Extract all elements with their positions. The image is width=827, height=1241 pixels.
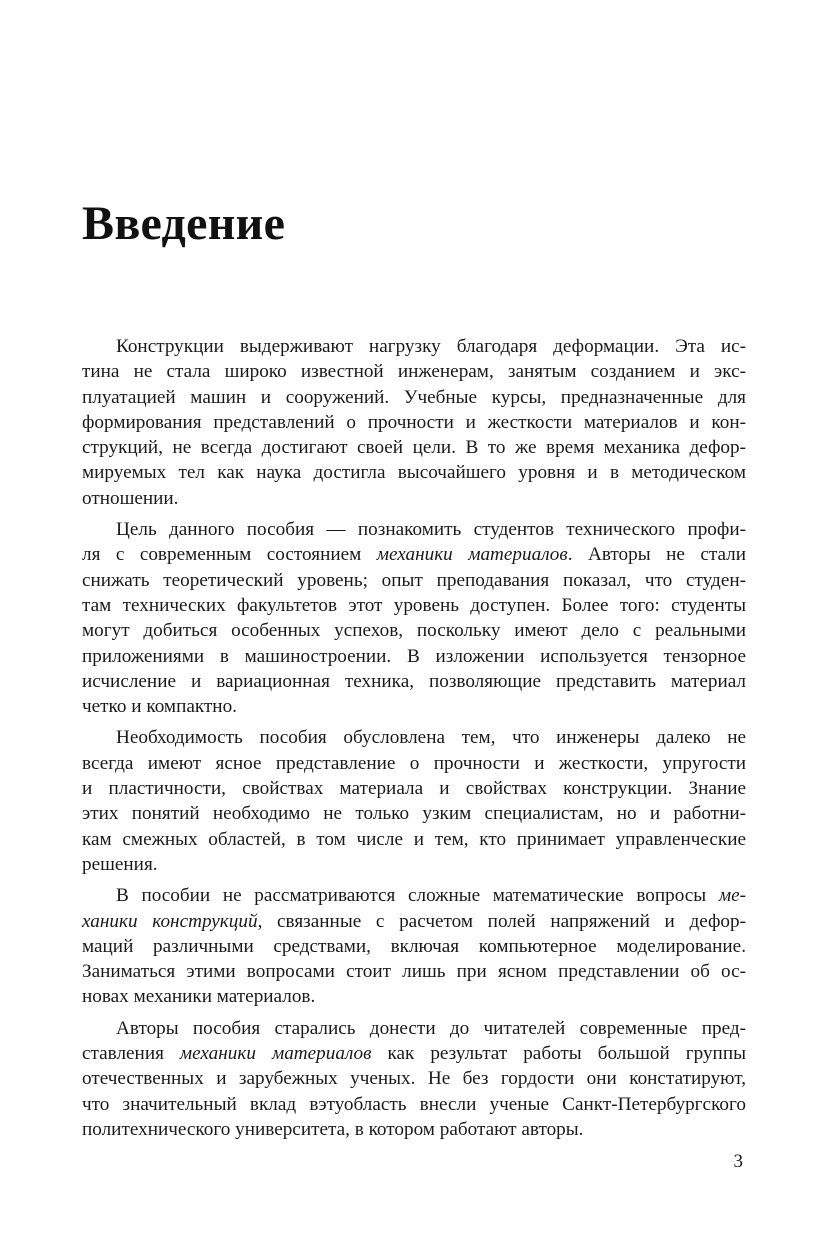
paragraph <box>82 1016 746 1142</box>
text-line <box>82 669 746 694</box>
italic-term: механики материалов <box>376 544 568 566</box>
text-line <box>82 1041 746 1066</box>
text-segment: что значительный вклад вэтуобласть внесли ученые Санкт-Петербургского <box>82 1093 746 1115</box>
text-line <box>82 568 746 593</box>
text-segment: Заниматься этими вопросами стоит лишь при ясном представлении об ос- <box>82 961 746 983</box>
text-line <box>82 852 746 877</box>
text-segment: маций различными средствами, включая компьютерное моделирование. <box>82 935 746 957</box>
italic-term: ханики конструкций <box>82 910 258 932</box>
text-segment: исчисление и вариационная техника, позволяющие представить материал <box>82 670 746 692</box>
text-line <box>82 517 746 542</box>
text-line <box>82 827 746 852</box>
paragraph <box>82 883 746 1009</box>
text-segment: приложениями в машиностроении. В изложении используется тензорное <box>82 645 746 667</box>
text-segment: политехнического университета, в котором работают авторы. <box>82 1118 584 1140</box>
text-segment: новах механики материалов. <box>82 986 316 1008</box>
text-segment: решения. <box>82 853 158 875</box>
text-line <box>82 1016 746 1041</box>
chapter-title: Введение <box>82 197 286 250</box>
text-line <box>82 460 746 485</box>
text-line <box>82 359 746 384</box>
text-segment: как результат работы большой группы <box>371 1043 746 1065</box>
text-segment: там технических факультетов этот уровень доступен. Более того: студенты <box>82 594 746 616</box>
text-line <box>82 385 746 410</box>
italic-term: ме- <box>718 885 746 907</box>
paragraph <box>82 334 746 511</box>
page-number: 3 <box>733 1151 743 1172</box>
text-segment: . Авторы не стали <box>567 544 746 566</box>
text-line <box>82 1066 746 1091</box>
text-segment: , связанные с расчетом полей напряжений и дефор- <box>257 910 746 932</box>
text-line <box>82 593 746 618</box>
text-line <box>82 984 746 1009</box>
body-text <box>82 334 746 1142</box>
text-segment: отношении. <box>82 487 179 509</box>
text-line <box>82 542 746 567</box>
text-line <box>82 694 746 719</box>
italic-term: механики материалов <box>179 1043 372 1065</box>
text-segment: формирования представлений о прочности и жесткости материалов и кон- <box>82 411 746 433</box>
paragraph <box>82 517 746 719</box>
paragraph <box>82 725 746 877</box>
text-segment: четко и компактно. <box>82 696 237 718</box>
text-line <box>82 435 746 460</box>
text-line <box>82 1117 746 1142</box>
text-segment: отечественных и зарубежных ученых. Не без гордости они констатируют, <box>82 1068 746 1090</box>
text-line <box>82 959 746 984</box>
text-line <box>82 776 746 801</box>
text-line <box>82 334 746 359</box>
text-line <box>82 618 746 643</box>
text-segment: кам смежных областей, в том числе и тем, кто принимает управленческие <box>82 828 746 850</box>
text-segment: Необходимость пособия обусловлена тем, что инженеры далеко не <box>116 727 746 749</box>
text-segment: тина не стала широко известной инженерам, занятым созданием и экс- <box>82 361 746 383</box>
text-line <box>82 801 746 826</box>
text-segment: ставления <box>82 1043 180 1065</box>
text-segment: плуатацией машин и сооружений. Учебные курсы, предназначенные для <box>82 386 746 408</box>
text-line <box>82 909 746 934</box>
text-segment: и пластичности, свойствах материала и свойствах конструкции. Знание <box>82 778 746 800</box>
text-segment: струкций, не всегда достигают своей цели. В то же время механика дефор- <box>82 437 746 459</box>
text-line <box>82 644 746 669</box>
text-segment: могут добиться особенных успехов, поскольку имеют дело с реальными <box>82 620 746 642</box>
text-line <box>82 934 746 959</box>
text-segment: ля с современным состоянием <box>82 544 377 566</box>
text-segment: всегда имеют ясное представление о прочности и жесткости, упругости <box>82 752 746 774</box>
text-line <box>82 883 746 908</box>
text-segment: Конструкции выдерживают нагрузку благодаря деформации. Эта ис- <box>116 336 746 357</box>
text-line <box>82 486 746 511</box>
text-segment: Цель данного пособия — познакомить студентов технического профи- <box>116 519 746 541</box>
text-segment: снижать теоретический уровень; опыт преподавания показал, что студен- <box>82 569 746 591</box>
text-segment: мируемых тел как наука достигла высочайшего уровня и в методическом <box>82 462 746 484</box>
text-line <box>82 1092 746 1117</box>
text-line <box>82 725 746 750</box>
text-line <box>82 410 746 435</box>
text-segment: Авторы пособия старались донести до читателей современные пред- <box>116 1017 746 1039</box>
text-segment: этих понятий необходимо не только узким специалистам, но и работни- <box>82 803 746 825</box>
text-line <box>82 751 746 776</box>
text-segment: В пособии не рассматриваются сложные математические вопросы <box>116 885 719 907</box>
